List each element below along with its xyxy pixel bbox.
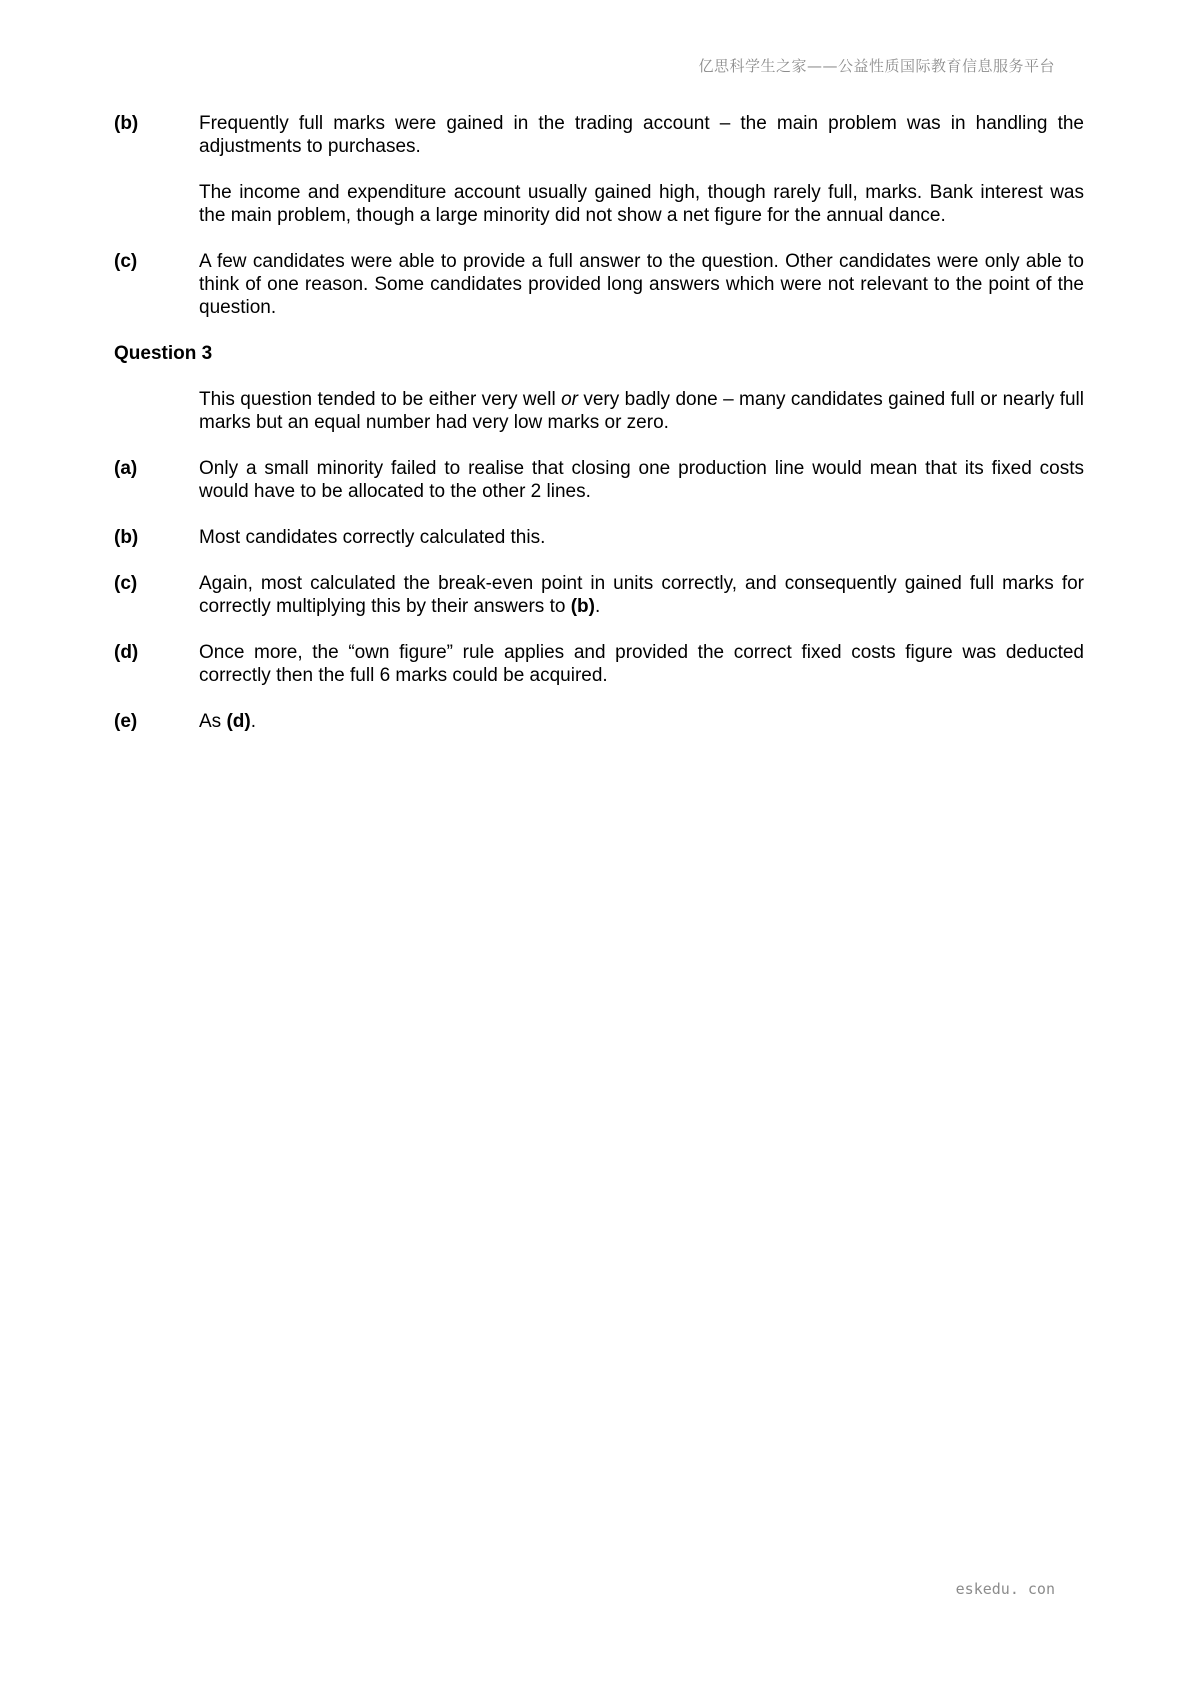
body-text: . [250,711,256,732]
question-heading: Question 3 [114,343,213,364]
page-header: 亿思科学生之家——公益性质国际教育信息服务平台 [698,57,1055,75]
intro-text: This question tended to be either very well [199,389,562,410]
intro-text: very badly done – many candidates gained full or nearly full marks but an equal number had very low marks or zero. [199,389,1084,433]
q3-item-b [114,526,1084,549]
item-body [199,112,1084,227]
document-body [114,112,1084,756]
item-body: Once more, the “own figure” rule applies and provided the correct fixed costs figure was deducted correctly then the full 6 marks could be acquired. [199,642,1084,686]
item-body [199,250,1084,319]
q3-item-d [114,641,1084,687]
item-body [199,572,1084,618]
item-label: (b) [114,527,139,548]
item-label: (e) [114,711,138,732]
q3-item-e [114,710,1084,733]
body-bold: (b) [570,596,595,617]
body-text: As [199,711,227,732]
item-label: (a) [114,458,138,479]
q3-item-c [114,572,1084,618]
item-c [114,250,1084,319]
body-bold: (d) [226,711,251,732]
item-label: (d) [114,642,139,663]
body-text: . [594,596,601,617]
q3-item-a [114,457,1084,503]
paragraph: Frequently full marks were gained in the trading account – the main problem was in handling the adjustments to purchases. [199,113,1084,157]
page-footer: eskedu. con [955,1580,1055,1598]
item-body: Most candidates correctly calculated this. [199,527,546,548]
item-label: (b) [114,113,139,134]
item-b [114,112,1084,227]
body-text: Again, most calculated the break-even point in units correctly, and consequently gained full marks for correctly multiplying this by their answers to [199,573,1084,617]
question-intro [199,388,1084,434]
item-body [199,710,1084,733]
item-label: (c) [114,251,138,272]
paragraph: A few candidates were able to provide a full answer to the question. Other candidates were only able to think of one reason. Some candidates provided long answers which were not relevant to the point of the question. [199,251,1084,318]
item-label: (c) [114,573,138,594]
item-body: Only a small minority failed to realise that closing one production line would mean that its fixed costs would have to be allocated to the other 2 lines. [199,458,1084,502]
intro-italic: or [561,389,578,410]
paragraph: The income and expenditure account usually gained high, though rarely full, marks. Bank interest was the main problem, though a large minority did not show a net figure for the annual dance. [199,182,1084,226]
